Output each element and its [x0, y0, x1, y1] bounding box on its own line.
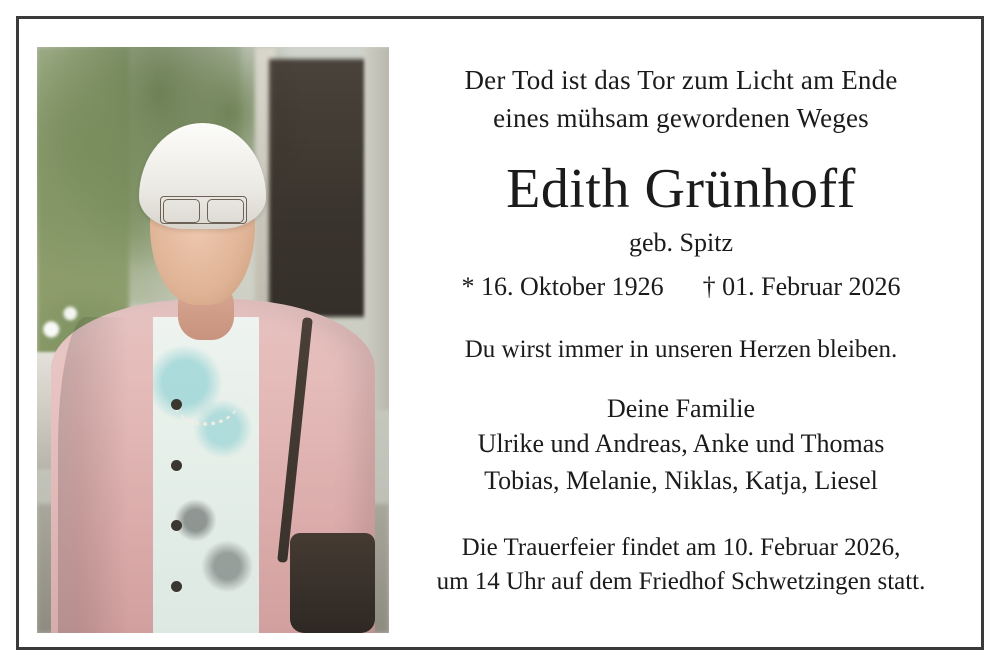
family-line: Ulrike und Andreas, Anke und Thomas [477, 429, 885, 459]
funeral-details [437, 531, 926, 599]
funeral-line-1: Die Trauerfeier findet am 10. Februar 2026, [461, 534, 901, 562]
maiden-name: geb. Spitz [629, 228, 733, 258]
coat-button [171, 520, 182, 531]
coat-button [171, 581, 182, 592]
text-column [389, 19, 981, 647]
photo-doorway [269, 59, 375, 317]
family-title: Deine Familie [606, 394, 755, 424]
funeral-line-2: um 14 Uhr auf dem Friedhof Schwetzingen statt. [436, 568, 926, 596]
photo-coat-buttons [171, 399, 192, 633]
notice-frame [16, 16, 984, 650]
family-line: Tobias, Melanie, Niklas, Katja, Liesel [484, 465, 878, 495]
verse-line-2: eines mühsam gewordenen Weges [493, 103, 869, 134]
eyeglasses-icon [160, 196, 246, 224]
death-date: † 01. Februar 2026 [702, 272, 901, 302]
coat-button [171, 460, 182, 471]
life-dates [461, 272, 900, 302]
memorial-line: Du wirst immer in unseren Herzen bleiben. [464, 336, 898, 364]
photo-coat-shading [58, 317, 128, 633]
verse-line-1: Der Tod ist das Tor zum Licht am Ende [464, 65, 898, 95]
photo-handbag [290, 533, 374, 633]
birth-date: * 16. Oktober 1926 [461, 272, 664, 302]
verse [464, 61, 897, 138]
coat-button [171, 399, 182, 410]
photo-column [19, 19, 389, 647]
deceased-name: Edith Grünhoff [506, 157, 856, 220]
portrait-photo [37, 47, 389, 633]
